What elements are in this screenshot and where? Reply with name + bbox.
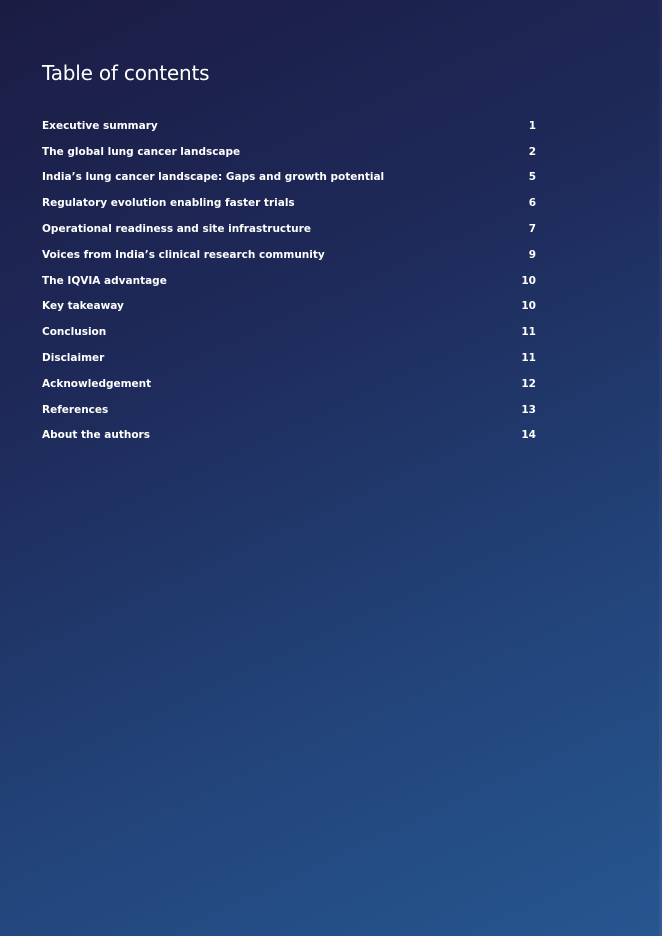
toc-entry-page-number: 7	[528, 223, 536, 236]
toc-entry-references[interactable]	[42, 397, 536, 423]
toc-entry-page-number: 6	[528, 197, 536, 210]
toc-entry-disclaimer[interactable]	[42, 345, 536, 371]
toc-entry-label: Voices from India’s clinical research community	[42, 248, 325, 261]
toc-entry-label: Executive summary	[42, 119, 158, 132]
page-title: Table of contents	[42, 61, 210, 85]
toc-entry-label: Conclusion	[42, 326, 107, 339]
toc-entry-page-number: 12	[521, 377, 536, 390]
toc-entry-operational-readiness[interactable]	[42, 216, 536, 242]
toc-entry-voices[interactable]	[42, 242, 536, 268]
toc-entry-label: Regulatory evolution enabling faster trials	[42, 197, 295, 210]
toc-entry-label: Acknowledgement	[42, 377, 152, 390]
toc-entry-about-authors[interactable]	[42, 423, 536, 449]
toc-entry-page-number: 14	[521, 429, 536, 442]
toc-entry-page-number: 9	[528, 248, 536, 261]
toc-entry-page-number: 11	[521, 352, 536, 365]
table-of-contents	[42, 113, 536, 448]
toc-entry-page-number: 2	[528, 145, 536, 158]
toc-entry-page-number: 1	[528, 119, 536, 132]
toc-entry-iqvia-advantage[interactable]	[42, 268, 536, 294]
toc-entry-india-landscape[interactable]	[42, 165, 536, 191]
toc-entry-label: References	[42, 403, 109, 416]
toc-entry-key-takeaway[interactable]	[42, 294, 536, 320]
toc-entry-label: Operational readiness and site infrastructure	[42, 223, 311, 236]
toc-entry-page-number: 10	[521, 274, 536, 287]
toc-entry-page-number: 5	[528, 171, 536, 184]
toc-entry-conclusion[interactable]	[42, 319, 536, 345]
toc-entry-executive-summary[interactable]	[42, 113, 536, 139]
toc-entry-label: The global lung cancer landscape	[42, 145, 241, 158]
toc-entry-label: The IQVIA advantage	[42, 274, 167, 287]
toc-entry-label: Key takeaway	[42, 300, 124, 313]
toc-entry-acknowledgement[interactable]	[42, 371, 536, 397]
toc-entry-label: Disclaimer	[42, 352, 105, 365]
toc-entry-global-landscape[interactable]	[42, 139, 536, 165]
toc-entry-regulatory-evolution[interactable]	[42, 190, 536, 216]
toc-entry-page-number: 13	[521, 403, 536, 416]
toc-entry-page-number: 11	[521, 326, 536, 339]
toc-entry-label: About the authors	[42, 429, 150, 442]
toc-entry-label: India’s lung cancer landscape: Gaps and growth potential	[42, 171, 385, 184]
toc-entry-page-number: 10	[521, 300, 536, 313]
